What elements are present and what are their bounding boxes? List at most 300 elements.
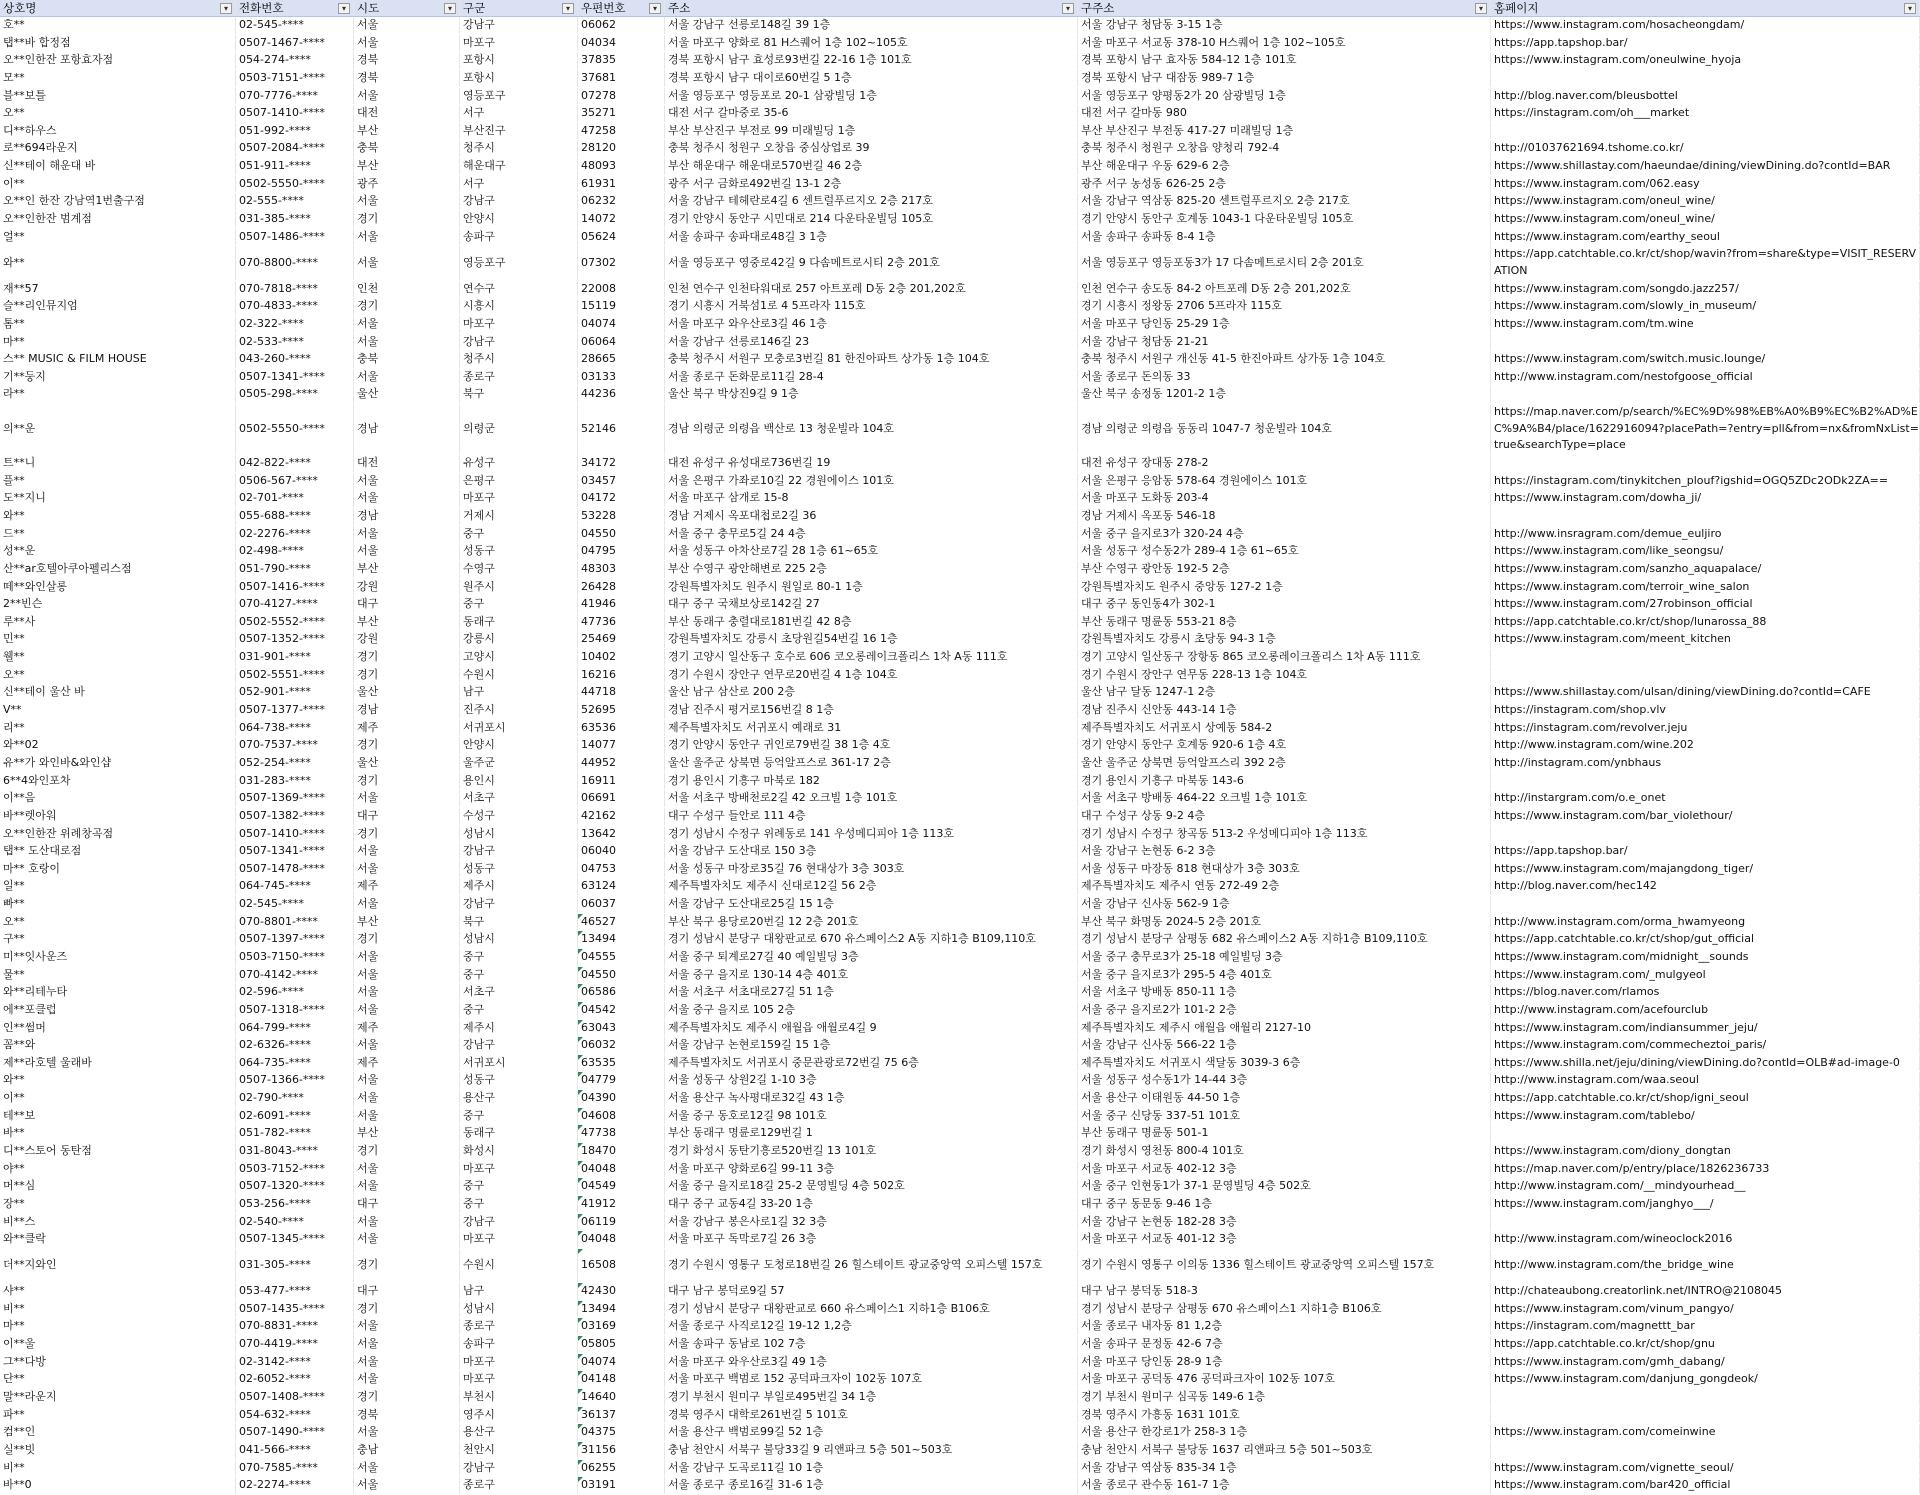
cell-zipcode[interactable]	[578, 1407, 665, 1424]
cell-sido[interactable]	[354, 1354, 460, 1371]
cell-phone[interactable]	[236, 896, 354, 913]
cell-address[interactable]	[665, 1460, 1078, 1477]
cell-gugun[interactable]	[460, 631, 578, 648]
cell-store-name[interactable]	[0, 790, 236, 807]
cell-gugun[interactable]	[460, 649, 578, 666]
cell-store-name[interactable]	[0, 1196, 236, 1213]
cell-gugun[interactable]	[460, 88, 578, 105]
cell-sido[interactable]	[354, 737, 460, 754]
cell-gugun[interactable]	[460, 843, 578, 860]
cell-phone[interactable]	[236, 1231, 354, 1248]
cell-homepage[interactable]	[1491, 861, 1920, 878]
cell-sido[interactable]	[354, 702, 460, 719]
cell-sido[interactable]	[354, 843, 460, 860]
cell-gugun[interactable]	[460, 790, 578, 807]
cell-old-address[interactable]	[1078, 543, 1491, 560]
cell-homepage[interactable]	[1491, 1072, 1920, 1089]
cell-store-name[interactable]	[0, 826, 236, 843]
cell-zipcode[interactable]	[578, 404, 665, 454]
cell-gugun[interactable]	[460, 369, 578, 386]
cell-homepage[interactable]	[1491, 52, 1920, 69]
cell-store-name[interactable]	[0, 1037, 236, 1054]
cell-phone[interactable]	[236, 1090, 354, 1107]
cell-sido[interactable]	[354, 1424, 460, 1441]
cell-phone[interactable]	[236, 1407, 354, 1424]
cell-store-name[interactable]	[0, 229, 236, 246]
cell-zipcode[interactable]	[578, 105, 665, 122]
cell-gugun[interactable]	[460, 404, 578, 454]
cell-old-address[interactable]	[1078, 105, 1491, 122]
filter-dropdown-icon[interactable]: ▾	[1475, 3, 1487, 14]
cell-old-address[interactable]	[1078, 1354, 1491, 1371]
cell-phone[interactable]	[236, 931, 354, 948]
cell-store-name[interactable]	[0, 596, 236, 613]
cell-sido[interactable]	[354, 211, 460, 228]
cell-address[interactable]	[665, 808, 1078, 825]
cell-zipcode[interactable]	[578, 88, 665, 105]
cell-address[interactable]	[665, 1143, 1078, 1160]
cell-homepage[interactable]	[1491, 70, 1920, 87]
cell-phone[interactable]	[236, 508, 354, 525]
cell-sido[interactable]	[354, 808, 460, 825]
cell-gugun[interactable]	[460, 316, 578, 333]
cell-address[interactable]	[665, 931, 1078, 948]
cell-old-address[interactable]	[1078, 1249, 1491, 1282]
cell-zipcode[interactable]	[578, 334, 665, 351]
cell-zipcode[interactable]	[578, 826, 665, 843]
cell-zipcode[interactable]	[578, 1214, 665, 1231]
cell-old-address[interactable]	[1078, 949, 1491, 966]
cell-sido[interactable]	[354, 35, 460, 52]
cell-address[interactable]	[665, 1037, 1078, 1054]
cell-gugun[interactable]	[460, 596, 578, 613]
cell-gugun[interactable]	[460, 455, 578, 472]
cell-zipcode[interactable]	[578, 1249, 665, 1282]
cell-old-address[interactable]	[1078, 561, 1491, 578]
cell-zipcode[interactable]	[578, 246, 665, 279]
cell-old-address[interactable]	[1078, 404, 1491, 454]
cell-old-address[interactable]	[1078, 720, 1491, 737]
cell-phone[interactable]	[236, 70, 354, 87]
cell-phone[interactable]	[236, 737, 354, 754]
cell-phone[interactable]	[236, 351, 354, 368]
cell-homepage[interactable]	[1491, 1161, 1920, 1178]
cell-address[interactable]	[665, 105, 1078, 122]
cell-gugun[interactable]	[460, 1125, 578, 1142]
cell-address[interactable]	[665, 1301, 1078, 1318]
cell-old-address[interactable]	[1078, 861, 1491, 878]
cell-sido[interactable]	[354, 1477, 460, 1494]
cell-phone[interactable]	[236, 1055, 354, 1072]
cell-zipcode[interactable]	[578, 52, 665, 69]
cell-gugun[interactable]	[460, 684, 578, 701]
cell-address[interactable]	[665, 508, 1078, 525]
cell-address[interactable]	[665, 684, 1078, 701]
cell-gugun[interactable]	[460, 896, 578, 913]
cell-homepage[interactable]	[1491, 1249, 1920, 1282]
cell-sido[interactable]	[354, 52, 460, 69]
cell-homepage[interactable]	[1491, 684, 1920, 701]
cell-gugun[interactable]	[460, 1214, 578, 1231]
cell-gugun[interactable]	[460, 123, 578, 140]
cell-store-name[interactable]	[0, 105, 236, 122]
cell-sido[interactable]	[354, 1196, 460, 1213]
cell-store-name[interactable]	[0, 123, 236, 140]
cell-homepage[interactable]	[1491, 1371, 1920, 1388]
cell-gugun[interactable]	[460, 720, 578, 737]
cell-homepage[interactable]	[1491, 246, 1920, 279]
cell-sido[interactable]	[354, 386, 460, 403]
cell-zipcode[interactable]	[578, 1178, 665, 1195]
cell-zipcode[interactable]	[578, 1108, 665, 1125]
cell-zipcode[interactable]	[578, 1283, 665, 1300]
cell-old-address[interactable]	[1078, 246, 1491, 279]
cell-store-name[interactable]	[0, 490, 236, 507]
cell-sido[interactable]	[354, 914, 460, 931]
cell-zipcode[interactable]	[578, 931, 665, 948]
cell-store-name[interactable]	[0, 1389, 236, 1406]
cell-zipcode[interactable]	[578, 1002, 665, 1019]
cell-old-address[interactable]	[1078, 1108, 1491, 1125]
cell-address[interactable]	[665, 298, 1078, 315]
cell-address[interactable]	[665, 543, 1078, 560]
cell-store-name[interactable]	[0, 878, 236, 895]
cell-store-name[interactable]	[0, 1442, 236, 1459]
filter-dropdown-icon[interactable]: ▾	[562, 3, 574, 14]
cell-store-name[interactable]	[0, 1214, 236, 1231]
cell-homepage[interactable]	[1491, 1336, 1920, 1353]
cell-gugun[interactable]	[460, 1037, 578, 1054]
cell-zipcode[interactable]	[578, 281, 665, 298]
cell-address[interactable]	[665, 17, 1078, 34]
cell-zipcode[interactable]	[578, 1072, 665, 1089]
cell-address[interactable]	[665, 1318, 1078, 1335]
cell-homepage[interactable]	[1491, 561, 1920, 578]
cell-old-address[interactable]	[1078, 667, 1491, 684]
cell-address[interactable]	[665, 755, 1078, 772]
cell-homepage[interactable]	[1491, 105, 1920, 122]
cell-sido[interactable]	[354, 1055, 460, 1072]
cell-store-name[interactable]	[0, 1301, 236, 1318]
cell-store-name[interactable]	[0, 755, 236, 772]
cell-sido[interactable]	[354, 684, 460, 701]
cell-address[interactable]	[665, 984, 1078, 1001]
cell-old-address[interactable]	[1078, 1196, 1491, 1213]
cell-zipcode[interactable]	[578, 949, 665, 966]
cell-sido[interactable]	[354, 967, 460, 984]
cell-gugun[interactable]	[460, 1442, 578, 1459]
cell-gugun[interactable]	[460, 1090, 578, 1107]
cell-old-address[interactable]	[1078, 1231, 1491, 1248]
cell-zipcode[interactable]	[578, 614, 665, 631]
cell-homepage[interactable]	[1491, 631, 1920, 648]
cell-store-name[interactable]	[0, 896, 236, 913]
cell-phone[interactable]	[236, 631, 354, 648]
cell-old-address[interactable]	[1078, 1424, 1491, 1441]
cell-store-name[interactable]	[0, 702, 236, 719]
cell-phone[interactable]	[236, 17, 354, 34]
cell-phone[interactable]	[236, 967, 354, 984]
cell-store-name[interactable]	[0, 246, 236, 279]
cell-address[interactable]	[665, 861, 1078, 878]
cell-gugun[interactable]	[460, 1283, 578, 1300]
cell-old-address[interactable]	[1078, 455, 1491, 472]
cell-phone[interactable]	[236, 1389, 354, 1406]
cell-sido[interactable]	[354, 105, 460, 122]
cell-old-address[interactable]	[1078, 334, 1491, 351]
cell-zipcode[interactable]	[578, 526, 665, 543]
cell-gugun[interactable]	[460, 35, 578, 52]
cell-homepage[interactable]	[1491, 369, 1920, 386]
cell-store-name[interactable]	[0, 351, 236, 368]
cell-old-address[interactable]	[1078, 1442, 1491, 1459]
cell-old-address[interactable]	[1078, 158, 1491, 175]
cell-old-address[interactable]	[1078, 896, 1491, 913]
cell-store-name[interactable]	[0, 543, 236, 560]
cell-old-address[interactable]	[1078, 1318, 1491, 1335]
cell-gugun[interactable]	[460, 158, 578, 175]
cell-old-address[interactable]	[1078, 298, 1491, 315]
cell-homepage[interactable]	[1491, 931, 1920, 948]
cell-gugun[interactable]	[460, 70, 578, 87]
filter-dropdown-icon[interactable]: ▾	[220, 3, 232, 14]
cell-store-name[interactable]	[0, 1407, 236, 1424]
cell-sido[interactable]	[354, 1108, 460, 1125]
cell-old-address[interactable]	[1078, 649, 1491, 666]
cell-old-address[interactable]	[1078, 88, 1491, 105]
cell-homepage[interactable]	[1491, 596, 1920, 613]
cell-address[interactable]	[665, 334, 1078, 351]
cell-homepage[interactable]	[1491, 1037, 1920, 1054]
cell-gugun[interactable]	[460, 1354, 578, 1371]
cell-address[interactable]	[665, 773, 1078, 790]
cell-address[interactable]	[665, 1249, 1078, 1282]
cell-store-name[interactable]	[0, 1143, 236, 1160]
cell-zipcode[interactable]	[578, 720, 665, 737]
cell-phone[interactable]	[236, 1424, 354, 1441]
cell-address[interactable]	[665, 1283, 1078, 1300]
cell-phone[interactable]	[236, 229, 354, 246]
cell-phone[interactable]	[236, 1318, 354, 1335]
cell-sido[interactable]	[354, 1178, 460, 1195]
cell-store-name[interactable]	[0, 1249, 236, 1282]
cell-address[interactable]	[665, 473, 1078, 490]
cell-address[interactable]	[665, 579, 1078, 596]
cell-homepage[interactable]	[1491, 737, 1920, 754]
cell-sido[interactable]	[354, 508, 460, 525]
cell-store-name[interactable]	[0, 614, 236, 631]
cell-homepage[interactable]	[1491, 1055, 1920, 1072]
cell-homepage[interactable]	[1491, 140, 1920, 157]
cell-sido[interactable]	[354, 140, 460, 157]
filter-dropdown-icon[interactable]: ▾	[649, 3, 661, 14]
cell-phone[interactable]	[236, 1143, 354, 1160]
cell-sido[interactable]	[354, 490, 460, 507]
cell-phone[interactable]	[236, 1442, 354, 1459]
cell-homepage[interactable]	[1491, 826, 1920, 843]
cell-zipcode[interactable]	[578, 1371, 665, 1388]
cell-phone[interactable]	[236, 684, 354, 701]
cell-sido[interactable]	[354, 649, 460, 666]
cell-zipcode[interactable]	[578, 316, 665, 333]
cell-phone[interactable]	[236, 88, 354, 105]
cell-address[interactable]	[665, 229, 1078, 246]
cell-phone[interactable]	[236, 1037, 354, 1054]
cell-homepage[interactable]	[1491, 649, 1920, 666]
cell-sido[interactable]	[354, 158, 460, 175]
cell-zipcode[interactable]	[578, 631, 665, 648]
cell-old-address[interactable]	[1078, 878, 1491, 895]
cell-sido[interactable]	[354, 790, 460, 807]
cell-store-name[interactable]	[0, 70, 236, 87]
cell-gugun[interactable]	[460, 490, 578, 507]
cell-address[interactable]	[665, 843, 1078, 860]
cell-phone[interactable]	[236, 123, 354, 140]
cell-store-name[interactable]	[0, 1318, 236, 1335]
cell-gugun[interactable]	[460, 984, 578, 1001]
cell-gugun[interactable]	[460, 579, 578, 596]
filter-dropdown-icon[interactable]: ▾	[444, 3, 456, 14]
cell-sido[interactable]	[354, 773, 460, 790]
cell-gugun[interactable]	[460, 914, 578, 931]
cell-phone[interactable]	[236, 158, 354, 175]
cell-store-name[interactable]	[0, 1424, 236, 1441]
cell-zipcode[interactable]	[578, 1389, 665, 1406]
cell-sido[interactable]	[354, 631, 460, 648]
cell-address[interactable]	[665, 1125, 1078, 1142]
cell-address[interactable]	[665, 1389, 1078, 1406]
cell-store-name[interactable]	[0, 404, 236, 454]
cell-zipcode[interactable]	[578, 1318, 665, 1335]
cell-old-address[interactable]	[1078, 1037, 1491, 1054]
cell-zipcode[interactable]	[578, 1354, 665, 1371]
cell-old-address[interactable]	[1078, 35, 1491, 52]
cell-zipcode[interactable]	[578, 1161, 665, 1178]
cell-store-name[interactable]	[0, 17, 236, 34]
cell-store-name[interactable]	[0, 508, 236, 525]
cell-phone[interactable]	[236, 316, 354, 333]
cell-store-name[interactable]	[0, 473, 236, 490]
cell-old-address[interactable]	[1078, 914, 1491, 931]
cell-store-name[interactable]	[0, 1108, 236, 1125]
cell-homepage[interactable]	[1491, 896, 1920, 913]
cell-address[interactable]	[665, 967, 1078, 984]
cell-zipcode[interactable]	[578, 1301, 665, 1318]
cell-zipcode[interactable]	[578, 896, 665, 913]
cell-homepage[interactable]	[1491, 808, 1920, 825]
cell-store-name[interactable]	[0, 1231, 236, 1248]
cell-gugun[interactable]	[460, 561, 578, 578]
cell-zipcode[interactable]	[578, 1477, 665, 1494]
cell-homepage[interactable]	[1491, 1108, 1920, 1125]
cell-zipcode[interactable]	[578, 1143, 665, 1160]
cell-store-name[interactable]	[0, 967, 236, 984]
cell-phone[interactable]	[236, 455, 354, 472]
cell-homepage[interactable]	[1491, 1178, 1920, 1195]
cell-zipcode[interactable]	[578, 737, 665, 754]
cell-store-name[interactable]	[0, 949, 236, 966]
cell-address[interactable]	[665, 667, 1078, 684]
cell-old-address[interactable]	[1078, 843, 1491, 860]
cell-old-address[interactable]	[1078, 70, 1491, 87]
cell-zipcode[interactable]	[578, 1196, 665, 1213]
cell-zipcode[interactable]	[578, 596, 665, 613]
cell-gugun[interactable]	[460, 229, 578, 246]
cell-phone[interactable]	[236, 614, 354, 631]
cell-old-address[interactable]	[1078, 211, 1491, 228]
cell-homepage[interactable]	[1491, 17, 1920, 34]
cell-zipcode[interactable]	[578, 140, 665, 157]
cell-phone[interactable]	[236, 1125, 354, 1142]
cell-phone[interactable]	[236, 246, 354, 279]
cell-homepage[interactable]	[1491, 614, 1920, 631]
cell-phone[interactable]	[236, 667, 354, 684]
cell-sido[interactable]	[354, 1336, 460, 1353]
cell-zipcode[interactable]	[578, 579, 665, 596]
cell-store-name[interactable]	[0, 1125, 236, 1142]
cell-store-name[interactable]	[0, 1477, 236, 1494]
cell-sido[interactable]	[354, 1249, 460, 1282]
cell-phone[interactable]	[236, 826, 354, 843]
cell-gugun[interactable]	[460, 614, 578, 631]
cell-store-name[interactable]	[0, 193, 236, 210]
cell-old-address[interactable]	[1078, 369, 1491, 386]
cell-store-name[interactable]	[0, 1354, 236, 1371]
cell-address[interactable]	[665, 914, 1078, 931]
cell-gugun[interactable]	[460, 1336, 578, 1353]
cell-address[interactable]	[665, 790, 1078, 807]
cell-zipcode[interactable]	[578, 176, 665, 193]
cell-zipcode[interactable]	[578, 229, 665, 246]
cell-homepage[interactable]	[1491, 176, 1920, 193]
cell-old-address[interactable]	[1078, 1407, 1491, 1424]
cell-zipcode[interactable]	[578, 878, 665, 895]
cell-phone[interactable]	[236, 702, 354, 719]
cell-phone[interactable]	[236, 1214, 354, 1231]
cell-phone[interactable]	[236, 473, 354, 490]
cell-zipcode[interactable]	[578, 1090, 665, 1107]
cell-sido[interactable]	[354, 1037, 460, 1054]
cell-zipcode[interactable]	[578, 123, 665, 140]
cell-address[interactable]	[665, 596, 1078, 613]
cell-store-name[interactable]	[0, 667, 236, 684]
cell-store-name[interactable]	[0, 455, 236, 472]
cell-store-name[interactable]	[0, 1283, 236, 1300]
cell-old-address[interactable]	[1078, 773, 1491, 790]
cell-homepage[interactable]	[1491, 755, 1920, 772]
cell-gugun[interactable]	[460, 52, 578, 69]
cell-homepage[interactable]	[1491, 967, 1920, 984]
cell-old-address[interactable]	[1078, 631, 1491, 648]
cell-sido[interactable]	[354, 281, 460, 298]
cell-old-address[interactable]	[1078, 281, 1491, 298]
cell-store-name[interactable]	[0, 140, 236, 157]
cell-homepage[interactable]	[1491, 914, 1920, 931]
cell-store-name[interactable]	[0, 1460, 236, 1477]
cell-phone[interactable]	[236, 984, 354, 1001]
cell-homepage[interactable]	[1491, 1196, 1920, 1213]
cell-gugun[interactable]	[460, 1389, 578, 1406]
cell-gugun[interactable]	[460, 351, 578, 368]
cell-phone[interactable]	[236, 1336, 354, 1353]
cell-address[interactable]	[665, 35, 1078, 52]
cell-homepage[interactable]	[1491, 158, 1920, 175]
cell-zipcode[interactable]	[578, 843, 665, 860]
cell-address[interactable]	[665, 1020, 1078, 1037]
cell-old-address[interactable]	[1078, 1090, 1491, 1107]
cell-phone[interactable]	[236, 755, 354, 772]
cell-old-address[interactable]	[1078, 1301, 1491, 1318]
